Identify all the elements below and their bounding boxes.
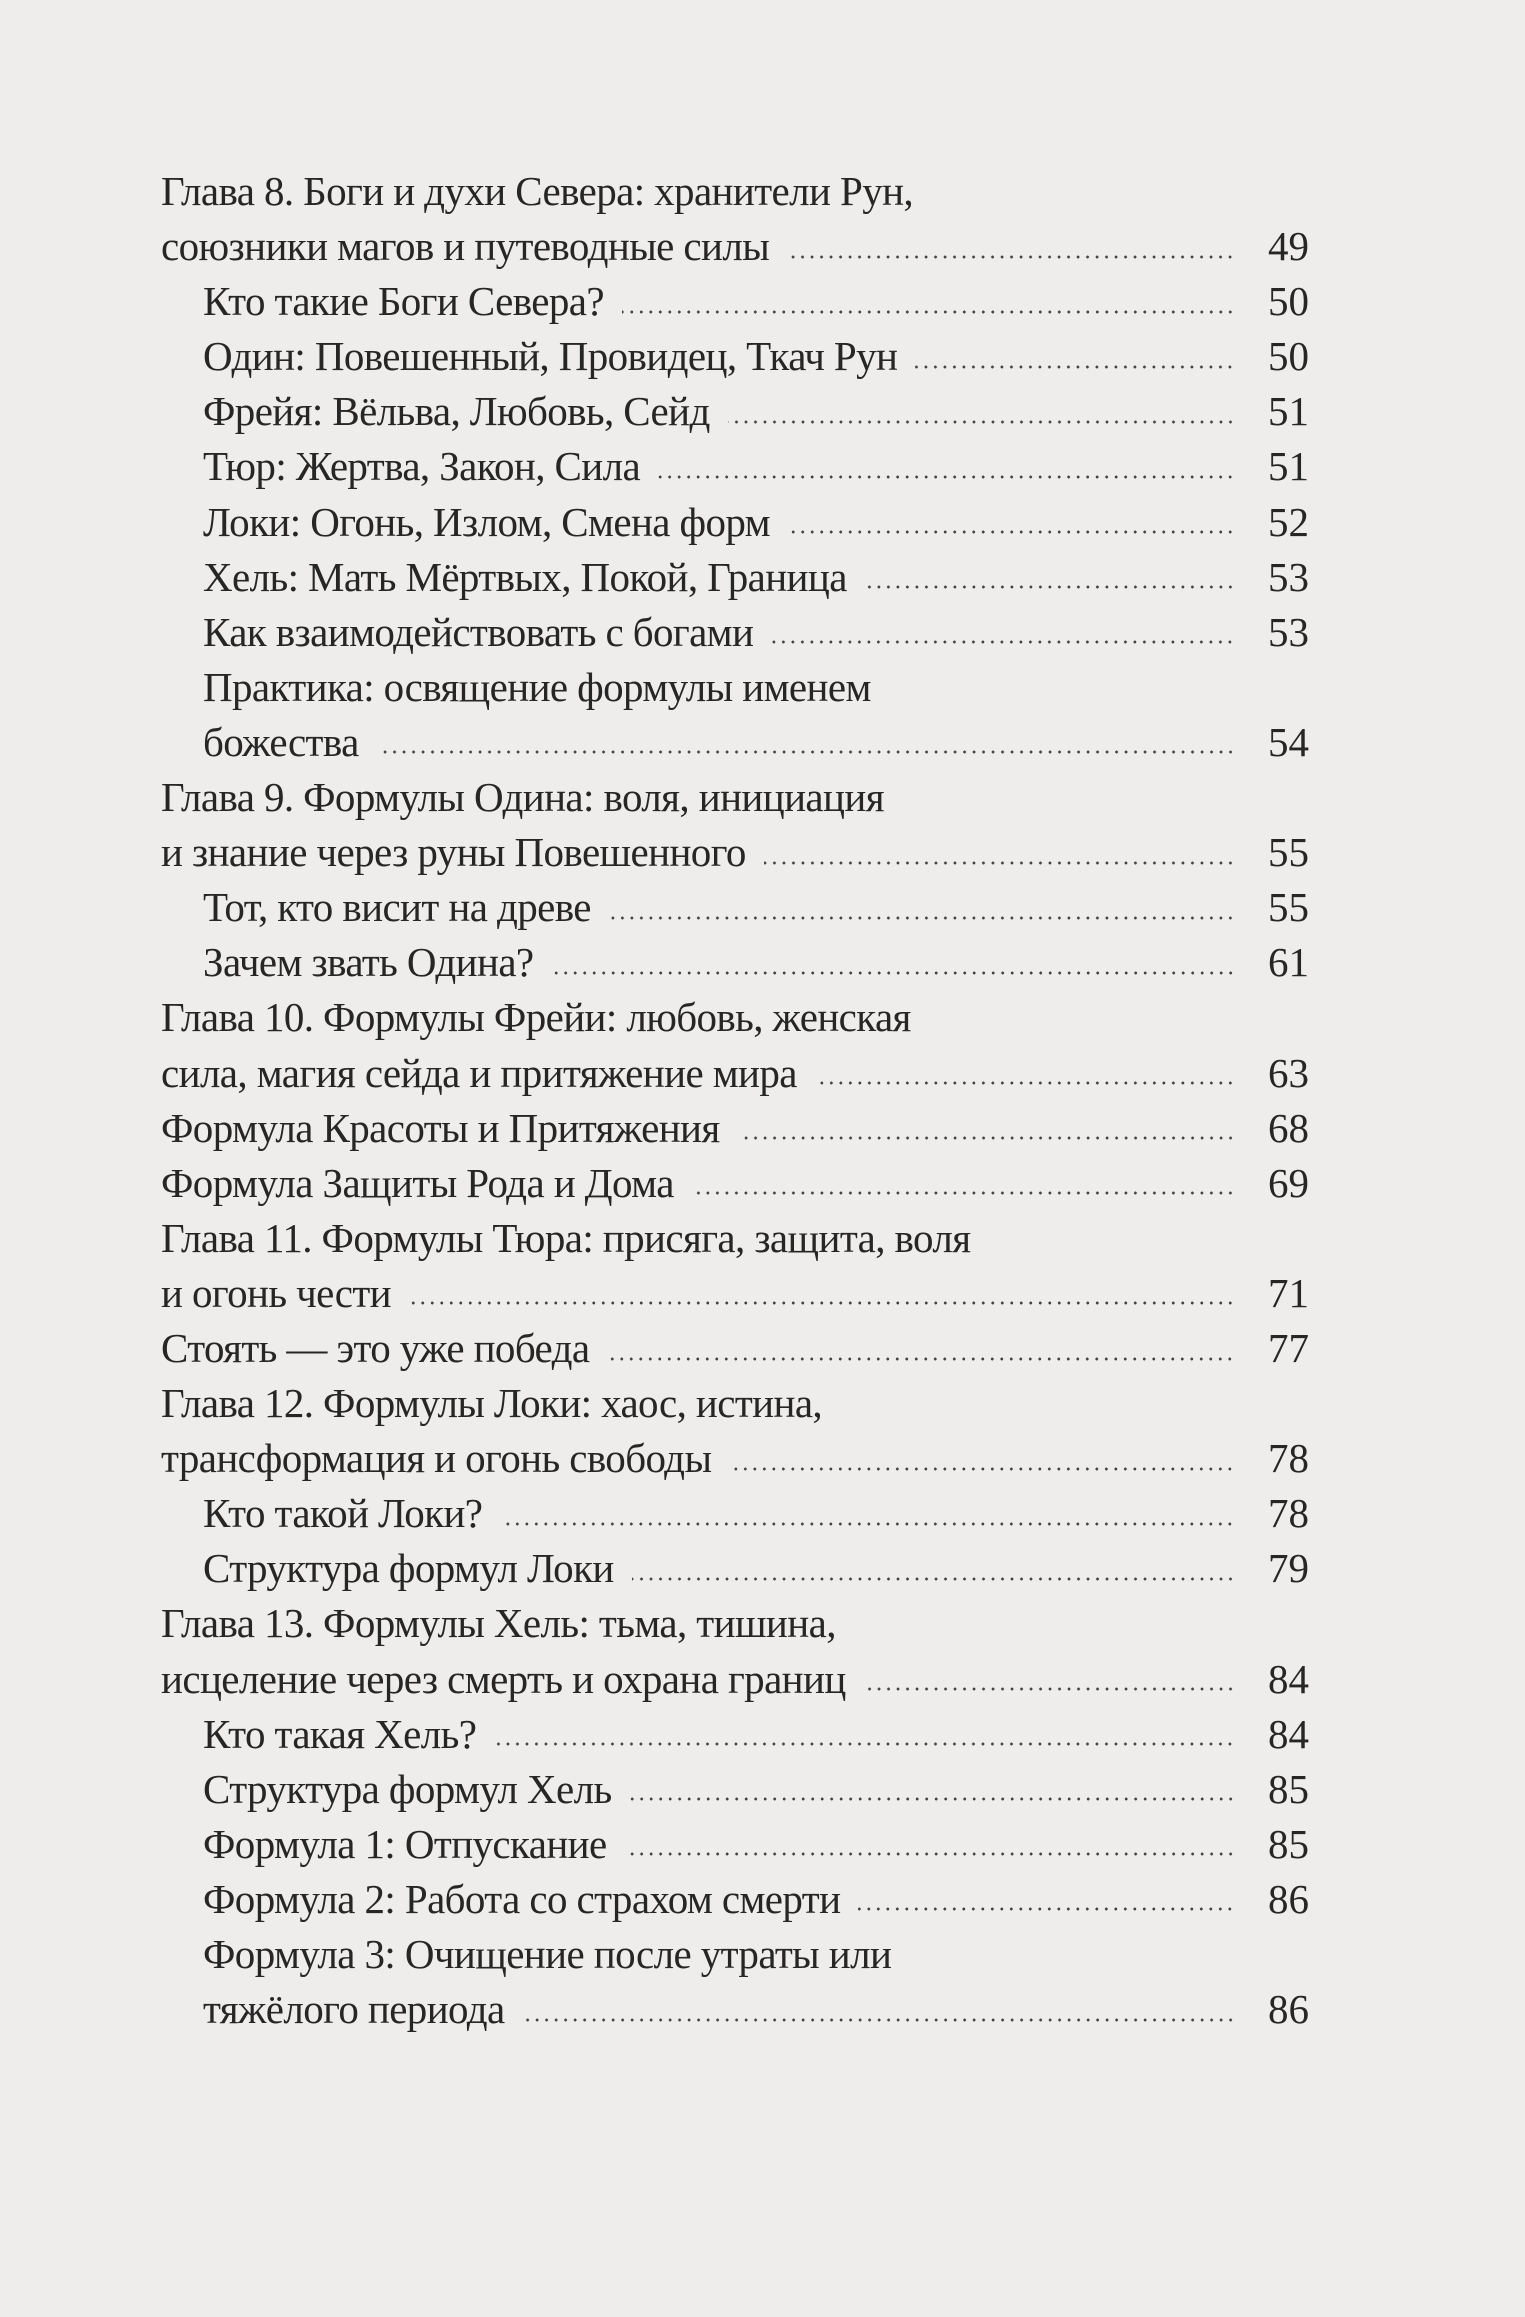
toc-line [161, 1156, 1309, 1211]
toc-subsection [161, 880, 1309, 935]
toc-line [161, 1872, 1309, 1927]
toc-title: сила, магия сейда и притяжение мира [161, 1049, 797, 1096]
toc-title: Глава 11. Формулы Тюра: присяга, защита, воля [161, 1214, 971, 1261]
toc-line [161, 1817, 1309, 1872]
page-number: 84 [1268, 1655, 1309, 1702]
toc-line [161, 990, 1309, 1045]
toc-line [161, 274, 1309, 329]
toc-title: Глава 8. Боги и духи Севера: хранители Рун, [161, 168, 914, 214]
toc-line [161, 384, 1309, 439]
toc-subsection [161, 605, 1309, 660]
page-number: 53 [1268, 608, 1309, 655]
toc-line [161, 1046, 1309, 1101]
dot-leader [858, 1902, 1235, 1912]
toc-subsection [161, 935, 1309, 990]
toc-line [161, 1927, 1309, 1982]
page-number: 71 [1268, 1269, 1309, 1316]
dot-leader [692, 1186, 1235, 1196]
toc-title: Фрейя: Вёльва, Любовь, Сейд [203, 388, 710, 435]
page-number: 53 [1268, 553, 1309, 600]
dot-leader [728, 415, 1235, 425]
page-number: 52 [1268, 498, 1309, 545]
dot-leader [523, 2013, 1235, 2023]
toc-title: Один: Повешенный, Провидец, Ткач Рун [203, 333, 898, 380]
dot-leader [764, 856, 1235, 866]
toc-line [161, 1486, 1309, 1541]
page-number: 78 [1268, 1490, 1309, 1537]
toc-line [161, 1707, 1309, 1762]
toc-title: Формула 3: Очищение после утраты или [203, 1931, 892, 1977]
toc-title: Формула 1: Отпускание [203, 1820, 607, 1867]
toc-subsection [161, 1486, 1309, 1541]
toc-subsection [161, 329, 1309, 384]
toc-title: союзники магов и путеводные силы [161, 223, 770, 270]
page-number: 51 [1268, 443, 1309, 490]
toc-title: Тот, кто висит на древе [203, 884, 591, 931]
page-number: 84 [1268, 1710, 1309, 1757]
toc-entry [161, 1596, 1309, 1706]
dot-leader [632, 1572, 1235, 1582]
dot-leader [738, 1131, 1235, 1141]
toc-line [161, 715, 1309, 770]
toc-line [161, 1596, 1309, 1651]
page-number: 69 [1268, 1159, 1309, 1206]
toc-line [161, 1541, 1309, 1596]
toc-title: исцеление через смерть и охрана границ [161, 1655, 846, 1702]
toc-subsection [161, 1817, 1309, 1872]
toc-line [161, 825, 1309, 880]
dot-leader [630, 1792, 1235, 1802]
page-number: 49 [1268, 223, 1309, 270]
toc-title: Зачем звать Одина? [203, 939, 534, 986]
toc-entry [161, 164, 1309, 274]
page-number: 61 [1268, 939, 1309, 986]
toc-line [161, 770, 1309, 825]
toc-line [161, 550, 1309, 605]
toc-entry [161, 1321, 1309, 1376]
toc-line [161, 1266, 1309, 1321]
toc-line [161, 1652, 1309, 1707]
dot-leader [409, 1296, 1235, 1306]
dot-leader [771, 635, 1235, 645]
toc-title: и огонь чести [161, 1269, 391, 1316]
toc-title: Как взаимодействовать с богами [203, 608, 754, 655]
toc-line [161, 605, 1309, 660]
toc-title: Практика: освящение формулы именем [203, 663, 871, 710]
toc-title: Структура формул Локи [203, 1545, 614, 1592]
toc-subsection [161, 274, 1309, 329]
dot-leader [494, 1737, 1235, 1747]
toc-title: Стоять — это уже победа [161, 1324, 590, 1371]
toc-entry [161, 1211, 1309, 1321]
toc-subsection [161, 1927, 1309, 2037]
page-number: 77 [1268, 1324, 1309, 1371]
page-number: 79 [1268, 1545, 1309, 1592]
toc-line [161, 495, 1309, 550]
dot-leader [607, 1352, 1235, 1362]
page-number: 63 [1268, 1049, 1309, 1096]
toc-line [161, 1431, 1309, 1486]
page-number: 86 [1268, 1875, 1309, 1922]
toc-title: тяжёлого периода [203, 1986, 505, 2033]
toc-entry [161, 770, 1309, 880]
page-number: 50 [1268, 333, 1309, 380]
toc-entry [161, 990, 1309, 1100]
toc-title: Кто такой Локи? [203, 1490, 483, 1537]
toc-line [161, 439, 1309, 494]
dot-leader [625, 1847, 1235, 1857]
dot-leader [815, 1076, 1235, 1086]
page-number: 54 [1268, 718, 1309, 765]
toc-entry [161, 1376, 1309, 1486]
page-number: 86 [1268, 1986, 1309, 2033]
page-number: 55 [1268, 884, 1309, 931]
toc-title: Кто такая Хель? [203, 1710, 477, 1757]
dot-leader [622, 305, 1235, 315]
page-number: 78 [1268, 1435, 1309, 1482]
toc-title: Хель: Мать Мёртвых, Покой, Граница [203, 553, 847, 600]
toc-line [161, 164, 1309, 219]
toc-title: божества [203, 718, 359, 765]
dot-leader [377, 745, 1235, 755]
page-number: 50 [1268, 278, 1309, 325]
toc-subsection [161, 1872, 1309, 1927]
toc-title: Структура формул Хель [203, 1765, 612, 1812]
toc-subsection [161, 1541, 1309, 1596]
toc-line [161, 329, 1309, 384]
toc-entry [161, 1101, 1309, 1156]
toc-subsection [161, 384, 1309, 439]
toc-line [161, 935, 1309, 990]
dot-leader [864, 1682, 1235, 1692]
toc-line [161, 1376, 1309, 1431]
dot-leader [915, 360, 1235, 370]
page-number: 55 [1268, 829, 1309, 876]
toc-subsection [161, 495, 1309, 550]
dot-leader [865, 580, 1235, 590]
toc-title: и знание через руны Повешенного [161, 829, 746, 876]
dot-leader [788, 525, 1235, 535]
page-number: 51 [1268, 388, 1309, 435]
toc-line [161, 660, 1309, 715]
toc-line [161, 219, 1309, 274]
toc-subsection [161, 1762, 1309, 1817]
page-number: 68 [1268, 1104, 1309, 1151]
toc-title: Формула Красоты и Притяжения [161, 1104, 720, 1151]
dot-leader [787, 250, 1235, 260]
toc-title: Глава 13. Формулы Хель: тьма, тишина, [161, 1600, 836, 1647]
toc-title: Тюр: Жертва, Закон, Сила [203, 443, 641, 490]
toc-entry [161, 1156, 1309, 1211]
toc-line [161, 1762, 1309, 1817]
toc-line [161, 1321, 1309, 1376]
table-of-contents [161, 164, 1309, 2037]
toc-subsection [161, 1707, 1309, 1762]
toc-title: Кто такие Боги Севера? [203, 278, 604, 325]
toc-line [161, 1101, 1309, 1156]
toc-line [161, 880, 1309, 935]
page-number: 85 [1268, 1765, 1309, 1812]
toc-line [161, 1211, 1309, 1266]
toc-subsection [161, 550, 1309, 605]
toc-title: Глава 9. Формулы Одина: воля, инициация [161, 774, 884, 821]
toc-title: Формула 2: Работа со страхом смерти [203, 1875, 841, 1922]
toc-line [161, 1982, 1309, 2037]
dot-leader [729, 1462, 1235, 1472]
toc-title: трансформация и огонь свободы [161, 1435, 712, 1482]
dot-leader [500, 1517, 1235, 1527]
dot-leader [658, 470, 1235, 480]
dot-leader [609, 911, 1235, 921]
page-number: 85 [1268, 1820, 1309, 1867]
toc-subsection [161, 660, 1309, 770]
dot-leader [552, 966, 1235, 976]
toc-subsection [161, 439, 1309, 494]
toc-title: Локи: Огонь, Излом, Смена форм [203, 498, 771, 545]
toc-title: Глава 10. Формулы Фрейи: любовь, женская [161, 994, 911, 1041]
toc-title: Глава 12. Формулы Локи: хаос, истина, [161, 1380, 823, 1427]
toc-title: Формула Защиты Рода и Дома [161, 1159, 674, 1206]
